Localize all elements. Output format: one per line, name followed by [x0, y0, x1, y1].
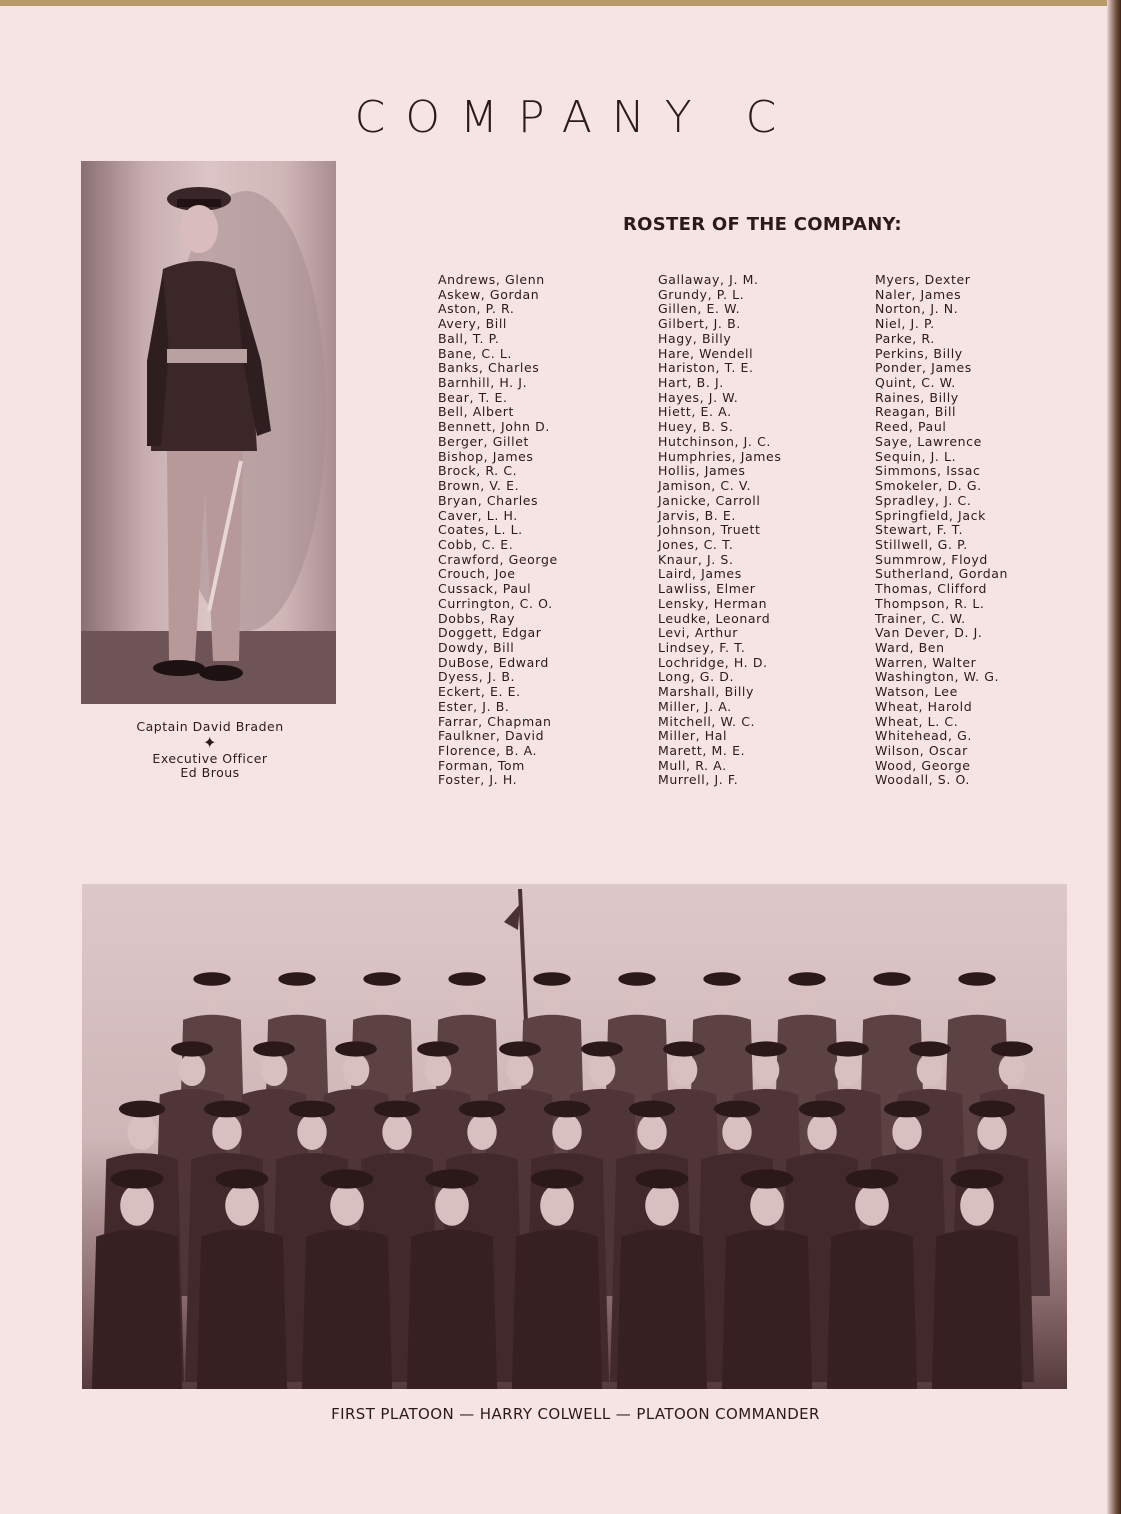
roster-entry: Warren, Walter [875, 654, 977, 670]
roster-entry: Hiett, E. A. [658, 404, 732, 420]
roster-entry: Thompson, R. L. [875, 595, 985, 611]
roster-entry: Bennett, John D. [438, 419, 550, 435]
roster-entry: Sutherland, Gordan [875, 566, 1009, 582]
roster-entry: Askew, Gordan [438, 286, 540, 302]
roster-entry: Caver, L. H. [438, 507, 518, 523]
roster-entry: Reed, Paul [875, 419, 947, 435]
roster-entry: Ponder, James [875, 360, 972, 376]
exec-officer-title: Executive Officer [152, 751, 268, 766]
roster-entry: Sequin, J. L. [875, 448, 957, 464]
roster-entry: Aston, P. R. [438, 301, 515, 317]
roster-entry: Hutchinson, J. C. [658, 433, 771, 449]
roster-entry: Crawford, George [438, 551, 558, 567]
roster-entry: Hayes, J. W. [658, 389, 739, 405]
roster-entry: Bear, T. E. [438, 389, 508, 405]
roster-entry: Stillwell, G. P. [875, 536, 968, 552]
roster-entry: Stewart, F. T. [875, 522, 964, 538]
page-title: COMPANY C [354, 92, 797, 143]
roster-entry: Andrews, Glenn [438, 272, 545, 287]
roster-entry: Marett, M. E. [658, 743, 746, 758]
roster-entry: Dowdy, Bill [438, 639, 515, 655]
roster-entry: Leudke, Leonard [658, 610, 771, 626]
roster-entry: Bryan, Charles [438, 492, 539, 508]
roster-entry: Watson, Lee [875, 684, 958, 700]
roster-entry: Thomas, Clifford [875, 581, 988, 597]
platoon-caption: FIRST PLATOON — HARRY COLWELL — PLATOON COMMANDER [331, 1405, 820, 1423]
roster-entry: Naler, James [875, 286, 962, 302]
roster-entry: Janicke, Carroll [658, 492, 761, 508]
platoon-group-photo [82, 884, 1067, 1389]
roster-entry: Hare, Wendell [658, 345, 754, 361]
roster-entry: Ester, J. B. [438, 698, 510, 714]
roster-entry: Huey, B. S. [658, 419, 734, 435]
roster-entry: Hollis, James [658, 463, 746, 479]
roster-column-3 [875, 273, 1008, 788]
roster-entry: Cussack, Paul [438, 581, 532, 597]
platoon-figures [82, 884, 1067, 1389]
roster-entry: Summrow, Floyd [875, 551, 988, 567]
page-binding-edge [1107, 0, 1121, 1514]
roster-column-2 [658, 273, 781, 788]
roster-entry: Ward, Ben [875, 639, 945, 655]
roster-column-1 [438, 273, 558, 788]
roster-entry: Berger, Gillet [438, 433, 529, 449]
roster-entry: Currington, C. O. [438, 595, 553, 611]
roster-entry: Washington, W. G. [875, 669, 1000, 685]
roster-entry: Dobbs, Ray [438, 610, 516, 626]
roster-entry: Eckert, E. E. [438, 684, 521, 700]
roster-entry: Lensky, Herman [658, 595, 768, 611]
roster-entry: Simmons, Issac [875, 463, 981, 479]
roster-entry: Dyess, J. B. [438, 669, 516, 685]
roster-entry: Raines, Billy [875, 389, 959, 405]
roster-entry: Van Dever, D. J. [875, 625, 983, 641]
roster-entry: Marshall, Billy [658, 684, 754, 700]
roster-entry: Florence, B. A. [438, 743, 538, 758]
star-divider-icon: ✦ [203, 733, 217, 752]
roster-heading: ROSTER OF THE COMPANY: [623, 214, 902, 235]
roster-entry: Wood, George [875, 757, 971, 773]
roster-entry: Long, G. D. [658, 669, 735, 685]
page-top-edge [0, 0, 1121, 6]
roster-entry: Norton, J. N. [875, 301, 959, 317]
roster-entry: Grundy, P. L. [658, 286, 745, 302]
roster-entry: Jarvis, B. E. [658, 507, 737, 523]
captain-name: Captain David Braden [136, 719, 284, 734]
roster-entry: Cobb, C. E. [438, 536, 514, 552]
roster-entry: Bell, Albert [438, 404, 515, 420]
roster-entry: Woodall, S. O. [875, 772, 970, 788]
roster-entry: Levi, Arthur [658, 625, 739, 641]
roster-entry: Farrar, Chapman [438, 713, 552, 729]
roster-entry: Springfield, Jack [875, 507, 986, 523]
roster-entry: Doggett, Edgar [438, 625, 542, 641]
officer-captions [110, 720, 310, 780]
roster-entry: Barnhill, H. J. [438, 375, 528, 391]
roster-entry: Trainer, C. W. [875, 610, 966, 626]
captain-portrait-photo [81, 161, 336, 704]
roster-entry: Mull, R. A. [658, 757, 727, 773]
roster-entry: Miller, Hal [658, 728, 728, 744]
roster-entry: Murrell, J. F. [658, 772, 739, 788]
roster-entry: Brown, V. E. [438, 478, 520, 494]
roster-entry: Saye, Lawrence [875, 433, 982, 449]
roster-entry: Laird, James [658, 566, 742, 582]
roster-entry: Gallaway, J. M. [658, 272, 759, 287]
roster-entry: Brock, R. C. [438, 463, 518, 479]
roster-entry: Spradley, J. C. [875, 492, 972, 508]
roster-entry: Wheat, L. C. [875, 713, 959, 729]
roster-entry: Avery, Bill [438, 316, 507, 332]
roster-entry: Forman, Tom [438, 757, 525, 773]
roster-entry: Lindsey, F. T. [658, 639, 746, 655]
roster-entry: Mitchell, W. C. [658, 713, 756, 729]
roster-entry: Hariston, T. E. [658, 360, 754, 376]
roster-entry: Whitehead, G. [875, 728, 972, 744]
roster-entry: Humphries, James [658, 448, 782, 464]
roster-entry: Faulkner, David [438, 728, 545, 744]
roster-entry: Foster, J. H. [438, 772, 518, 788]
roster-entry: Gillen, E. W. [658, 301, 741, 317]
roster-entry: Miller, J. A. [658, 698, 732, 714]
roster-entry: Lochridge, H. D. [658, 654, 768, 670]
roster-entry: Gilbert, J. B. [658, 316, 741, 332]
roster-entry: Hagy, Billy [658, 330, 732, 346]
roster-entry: Lawliss, Elmer [658, 581, 756, 597]
roster-entry: Jamison, C. V. [658, 478, 752, 494]
roster-entry: Bane, C. L. [438, 345, 513, 361]
roster-entry: DuBose, Edward [438, 654, 549, 670]
roster-entry: Niel, J. P. [875, 316, 935, 332]
roster-entry: Perkins, Billy [875, 345, 963, 361]
roster-entry: Ball, T. P. [438, 330, 500, 346]
exec-officer-name: Ed Brous [180, 765, 240, 780]
roster-entry: Reagan, Bill [875, 404, 957, 420]
roster-entry: Wilson, Oscar [875, 743, 968, 758]
roster-entry: Coates, L. L. [438, 522, 523, 538]
roster-entry: Smokeler, D. G. [875, 478, 982, 494]
roster-entry: Bishop, James [438, 448, 534, 464]
roster-entry: Jones, C. T. [658, 536, 734, 552]
roster-entry: Hart, B. J. [658, 375, 724, 391]
roster-entry: Myers, Dexter [875, 272, 971, 287]
roster-entry: Wheat, Harold [875, 698, 973, 714]
roster-entry: Quint, C. W. [875, 375, 956, 391]
roster-entry: Knaur, J. S. [658, 551, 734, 567]
roster-entry: Parke, R. [875, 330, 935, 346]
roster-entry: Crouch, Joe [438, 566, 516, 582]
roster-entry: Johnson, Truett [658, 522, 761, 538]
roster-entry: Banks, Charles [438, 360, 540, 376]
